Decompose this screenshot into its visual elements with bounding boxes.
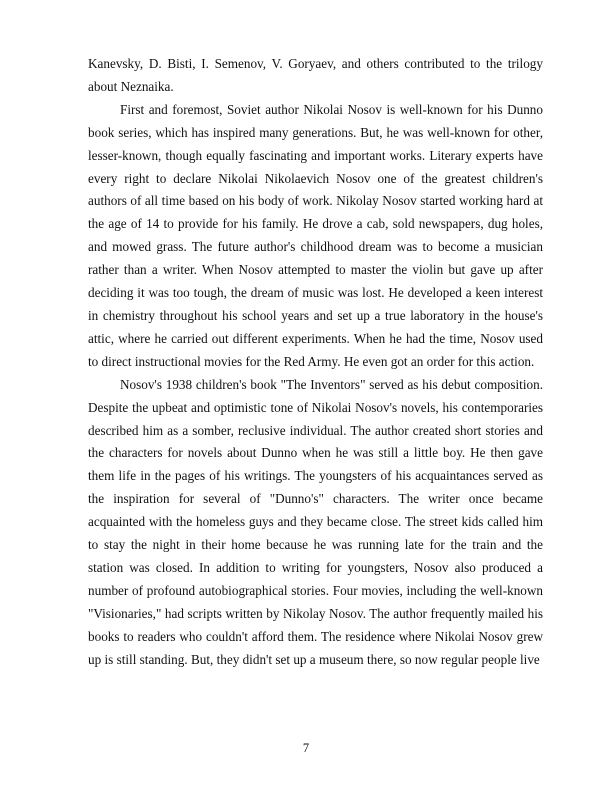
paragraph-nosov-biography: First and foremost, Soviet author Nikolai Nosov is well-known for his Dunno book series, which has inspired many generations. But, he was well-known for other, lesser-known, though equally fascinating and important works. Literary experts have every right to declare Nikolai Nikolaevich Nosov one of the greatest children's authors of all time based on his body of work. Nikolay Nosov started working hard at the age of 14 to provide for his family. He drove a cab, sold newspapers, dug holes, and mowed grass. The future author's childhood dream was to become a musician rather than a writer. When Nosov attempted to master the violin but gave up after deciding it was too tough, the dream of music was lost. He developed a keen interest in chemistry throughout his school years and set up a true laboratory in the house's attic, where he carried out different experiments. When he had the time, Nosov used to direct instructional movies for the Red Army. He even got an order for this action. bbox=[88, 101, 543, 369]
paragraph-nosov-works: Nosov's 1938 children's book "The Inventors" served as his debut composition. Despite the upbeat and optimistic tone of Nikolai Nosov's novels, his contemporaries described him as a somber, reclusive individual. The author created short stories and the characters for novels about Dunno when he was still a little boy. He then gave them life in the pages of his writings. The youngsters of his acquaintances served as the inspiration for several of "Dunno's" characters. The writer once became acquainted with the homeless guys and they became close. The street kids called him to stay the night in their home because he was running late for the train and the station was closed. In addition to writing for youngsters, Nosov also produced a number of profound autobiographical stories. Four movies, including the well-known "Visionaries," had scripts written by Nikolay Nosov. The author frequently mailed his books to readers who couldn't afford them. The residence where Nikolai Nosov grew up is still standing. But, they didn't set up a museum there, so now regular people live bbox=[88, 376, 543, 667]
body-text bbox=[88, 53, 543, 671]
page-number: 7 bbox=[302, 741, 310, 755]
paragraph-continuation: Kanevsky, D. Bisti, I. Semenov, V. Goryaev, and others contributed to the trilogy about Neznaika. bbox=[88, 56, 543, 94]
